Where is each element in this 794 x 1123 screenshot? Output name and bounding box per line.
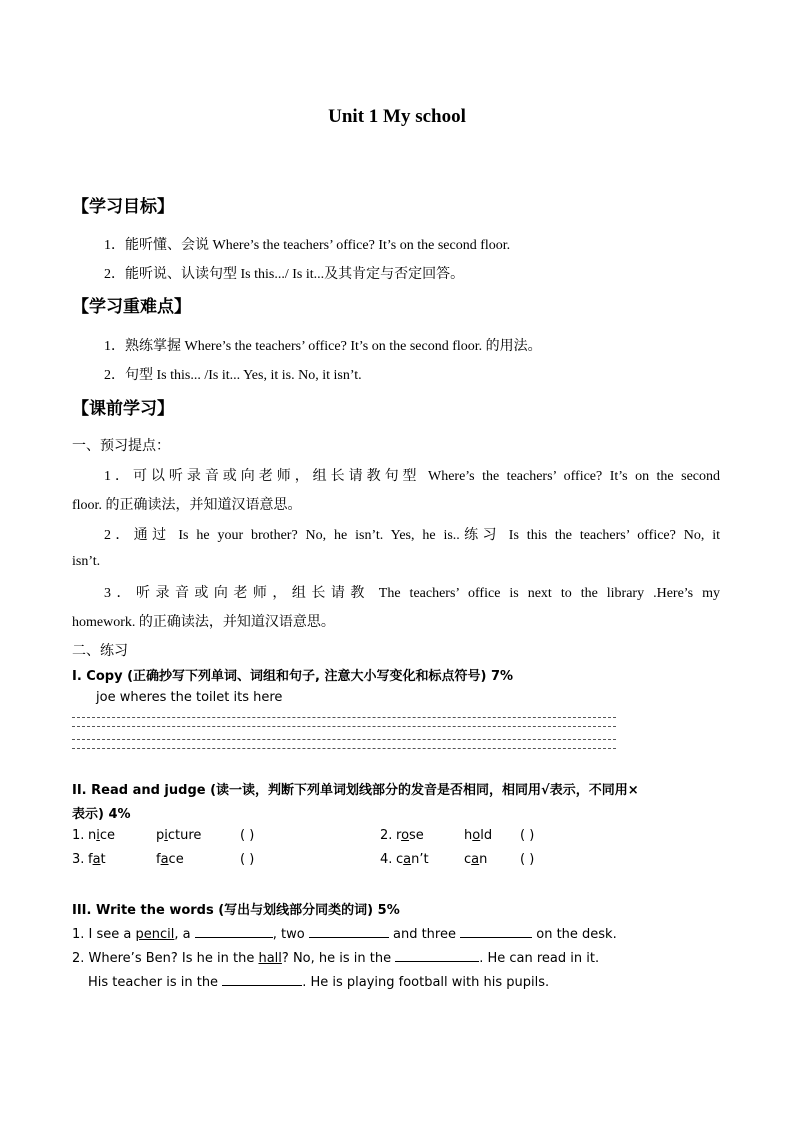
preview-paragraph-2-line-1: 2．通过 Is he your brother? No, he isn’t. Yes, he is..练习 Is this the teachers’ office? No, it	[104, 528, 720, 543]
judge-answer-1[interactable]: ( )	[240, 828, 255, 843]
judge-answer-2[interactable]: ( )	[520, 828, 535, 843]
judge-word-fat: fat	[88, 852, 106, 867]
underlined-word-hall: hall	[258, 951, 282, 966]
judge-word-hold: hold	[464, 828, 493, 843]
write-line-1: 1. I see a pencil, a , two and three on the desk.	[72, 924, 617, 942]
answer-blank-3[interactable]	[460, 924, 532, 938]
writing-line-3	[72, 739, 616, 740]
write-line-3: His teacher is in the . He is playing football with his pupils.	[88, 972, 549, 990]
answer-blank-1[interactable]	[195, 924, 273, 938]
preview-paragraph-3-line-2: homework. 的正确读法，并知道汉语意思。	[72, 615, 335, 630]
copy-section-heading: I. Copy (正确抄写下列单词、词组和句子, 注意大小写变化和标点符号) 7%	[72, 669, 514, 684]
judge-word-face: face	[156, 852, 184, 867]
key-point-item-1: 1．熟练掌握 Where’s the teachers’ office? It’s on the second floor. 的用法。	[104, 339, 542, 354]
writing-line-2	[72, 726, 616, 727]
answer-blank-2[interactable]	[309, 924, 389, 938]
key-point-item-2: 2．句型 Is this... /Is it... Yes, it is. No, it isn’t.	[104, 368, 362, 383]
judge-num-2: 2.	[380, 828, 393, 843]
judge-section-heading-line-1: II. Read and judge (读一读，判断下列单词划线部分的发音是否相同，相同用√表示，不同用×	[72, 783, 639, 798]
underlined-word-pencil: pencil	[135, 927, 175, 942]
goal-item-1: 1．能听懂、会说 Where’s the teachers’ office? It’s on the second floor.	[104, 238, 511, 253]
preview-paragraph-1-line-1: 1．可以听录音或向老师，组长请教句型 Where’s the teachers’ office? It’s on the second	[104, 469, 720, 484]
judge-word-can: can	[464, 852, 488, 867]
preview-paragraph-3-line-1: 3．听录音或向老师，组长请教 The teachers’ office is next to the library .Here’s my	[104, 586, 720, 601]
judge-num-1: 1.	[72, 828, 85, 843]
preview-heading: 【课前学习】	[72, 399, 174, 418]
page-title: Unit 1 My school	[328, 106, 466, 127]
goals-heading: 【学习目标】	[72, 197, 174, 216]
copy-prompt: joe wheres the toilet its here	[96, 690, 283, 705]
judge-section-heading-line-2: 表示) 4%	[72, 807, 131, 822]
judge-word-nice: nice	[88, 828, 116, 843]
preview-paragraph-1-line-2: floor. 的正确读法，并知道汉语意思。	[72, 498, 302, 513]
judge-answer-3[interactable]: ( )	[240, 852, 255, 867]
goal-item-2: 2．能听说、认读句型 Is this.../ Is it...及其肯定与否定回答。	[104, 267, 465, 282]
writing-line-4	[72, 748, 616, 749]
writing-line-1	[72, 717, 616, 718]
preview-subheading: 一、预习提点：	[72, 439, 170, 454]
judge-num-3: 3.	[72, 852, 85, 867]
judge-answer-4[interactable]: ( )	[520, 852, 535, 867]
preview-paragraph-2-line-2: isn’t.	[72, 554, 101, 569]
practice-subheading: 二、练习	[72, 644, 128, 659]
judge-word-cant: can’t	[396, 852, 429, 867]
judge-word-rose: rose	[396, 828, 424, 843]
judge-word-picture: picture	[156, 828, 202, 843]
judge-num-4: 4.	[380, 852, 393, 867]
key-points-heading: 【学习重难点】	[72, 297, 191, 316]
answer-blank-5[interactable]	[222, 972, 302, 986]
write-section-heading: III. Write the words (写出与划线部分同类的词) 5%	[72, 903, 400, 918]
answer-blank-4[interactable]	[395, 948, 479, 962]
write-line-2: 2. Where’s Ben? Is he in the hall? No, he is in the . He can read in it.	[72, 948, 599, 966]
